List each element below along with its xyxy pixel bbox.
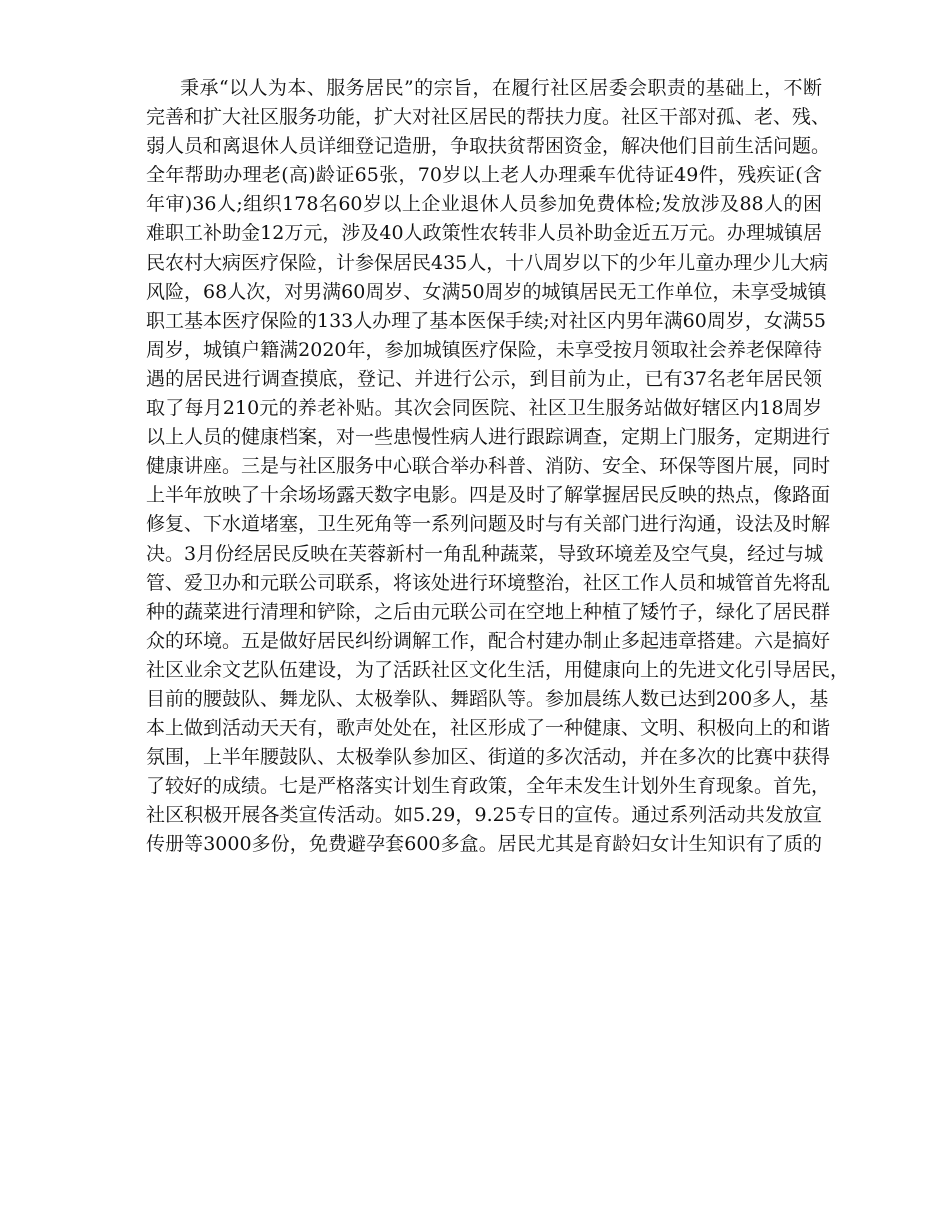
text-line: 风险，68人次，对男满60周岁、女满50周岁的城镇居民无工作单位，未享受城镇 bbox=[146, 280, 827, 303]
text-line: 年审)36人;组织178名60岁以上企业退休人员参加免费体检;发放涉及88人的困 bbox=[146, 193, 822, 216]
body-paragraph bbox=[146, 74, 850, 860]
text-line: 目前的腰鼓队、舞龙队、太极拳队、舞蹈队等。参加晨练人数已达到200多人，基 bbox=[146, 687, 829, 710]
text-line: 氛围，上半年腰鼓队、太极拳队参加区、街道的多次活动，并在多次的比赛中获得 bbox=[146, 746, 831, 769]
text-line: 社区积极开展各类宣传活动。如5.29，9.25专日的宣传。通过系列活动共发放宣 bbox=[146, 804, 822, 827]
text-line: 民农村大病医疗保险，计参保居民435人，十八周岁以下的少年儿童办理少儿大病 bbox=[146, 251, 829, 274]
text-line: 遇的居民进行调查摸底，登记、并进行公示，到目前为止，已有37名老年居民领 bbox=[146, 367, 822, 390]
text-line: 上半年放映了十余场场露天数字电影。四是及时了解掌握居民反映的热点，像路面 bbox=[146, 484, 831, 507]
text-line: 职工基本医疗保险的133人办理了基本医保手续;对社区内男年满60周岁，女满55 bbox=[146, 309, 827, 332]
text-line: 弱人员和离退休人员详细登记造册，争取扶贫帮困资金，解决他们目前生活问题。 bbox=[146, 135, 831, 158]
text-line: 管、爱卫办和元联公司联系，将该处进行环境整治，社区工作人员和城管首先将乱 bbox=[146, 571, 831, 594]
text-line: 众的环境。五是做好居民纠纷调解工作，配合村建办制止多起违章搭建。六是搞好 bbox=[146, 629, 831, 652]
text-line: 社区业余文艺队伍建设，为了活跃社区文化生活，用健康向上的先进文化引导居民， bbox=[146, 658, 850, 681]
text-line: 以上人员的健康档案，对一些患慢性病人进行跟踪调查，定期上门服务，定期进行 bbox=[146, 426, 831, 449]
text-line: 难职工补助金12万元，涉及40人政策性农转非人员补助金近五万元。办理城镇居 bbox=[146, 222, 822, 245]
text-line: 取了每月210元的养老补贴。其次会同医院、社区卫生服务站做好辖区内18周岁 bbox=[146, 397, 822, 420]
text-line: 传册等3000多份，免费避孕套600多盒。居民尤其是育龄妇女计生知识有了质的 bbox=[146, 833, 822, 856]
text-line: 健康讲座。三是与社区服务中心联合举办科普、消防、安全、环保等图片展，同时 bbox=[146, 455, 831, 478]
text-line: 决。3月份经居民反映在芙蓉新村一角乱种蔬菜，导致环境差及空气臭，经过与城 bbox=[146, 542, 824, 565]
text-line: 秉承“以人为本、服务居民”的宗旨，在履行社区居委会职责的基础上，不断 bbox=[180, 77, 822, 99]
text-line: 全年帮助办理老(高)龄证65张，70岁以上老人办理乘车优待证49件，残疾证(含 bbox=[146, 164, 822, 187]
text-line: 完善和扩大社区服务功能，扩大对社区居民的帮扶力度。社区干部对孤、老、残、 bbox=[146, 106, 831, 129]
text-line: 种的蔬菜进行清理和铲除，之后由元联公司在空地上种植了矮竹子，绿化了居民群 bbox=[146, 600, 831, 623]
text-line: 了较好的成绩。七是严格落实计划生育政策，全年未发生计划外生育现象。首先， bbox=[146, 775, 831, 798]
text-line: 本上做到活动天天有，歌声处处在，社区形成了一种健康、文明、积极向上的和谐 bbox=[146, 717, 831, 740]
text-line: 修复、下水道堵塞，卫生死角等一系列问题及时与有关部门进行沟通，设法及时解 bbox=[146, 513, 831, 536]
text-line: 周岁，城镇户籍满2020年，参加城镇医疗保险，未享受按月领取社会养老保障待 bbox=[146, 338, 822, 361]
